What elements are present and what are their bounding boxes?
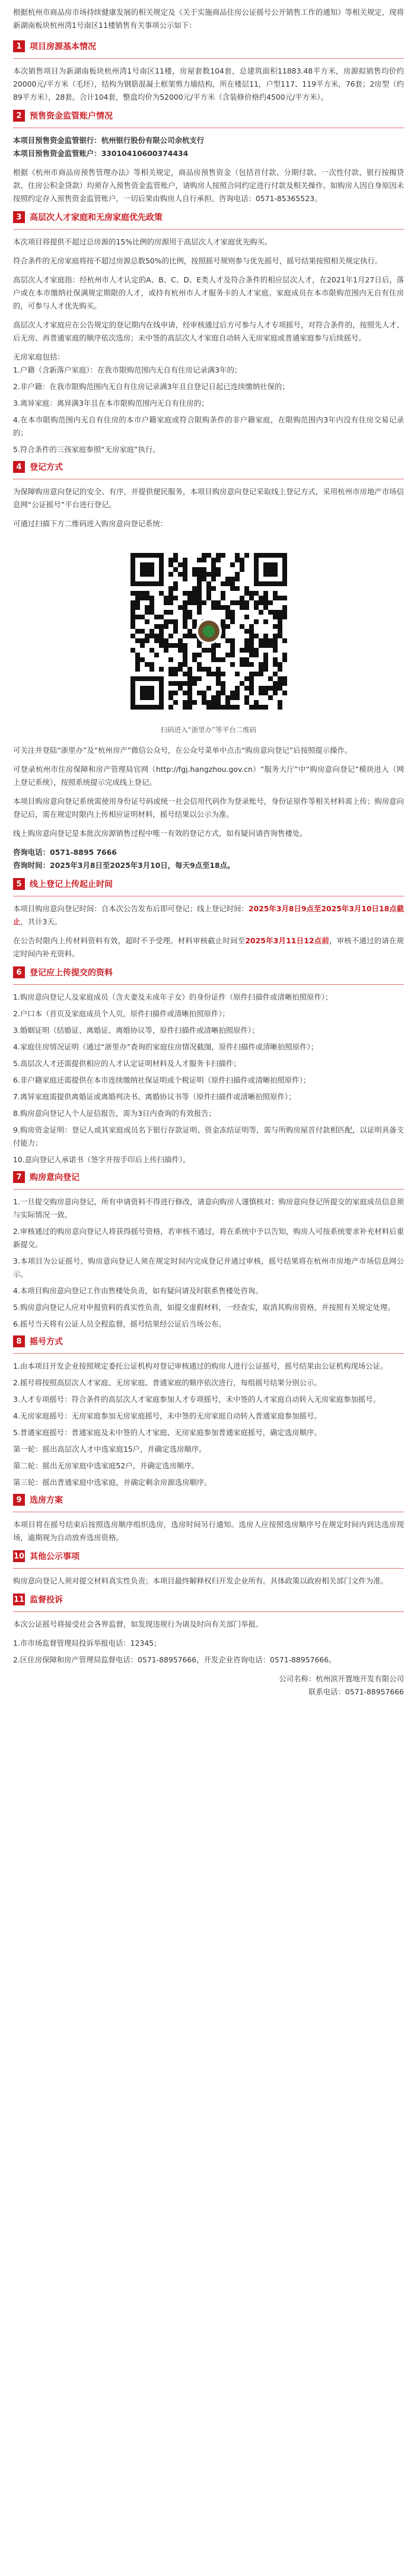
section-number-badge: 11 bbox=[13, 1594, 25, 1605]
phone-label: 咨询电话： bbox=[13, 848, 50, 857]
section-title: 高层次人才家庭和无房家庭优先政策 bbox=[30, 213, 163, 222]
section-title: 摇号方式 bbox=[30, 1337, 63, 1347]
section-1-header bbox=[13, 40, 404, 52]
list-item: 3.本项目为公证摇号，购房意向登记人须在规定时间内完成登记并通过审核，摇号结果将在杭州市房地产市场信息网公示。 bbox=[13, 1257, 404, 1279]
section-number-badge: 3 bbox=[13, 211, 25, 223]
section-4-p1: 为保障购房意向登记的安全、有序，并提供便民服务，本项目购房意向登记采取线上登记方式，采用杭州市房地产市场信息网“公证摇号”平台进行登记。 bbox=[13, 487, 404, 509]
company-phone[interactable]: 联系电话：0571-88957666 bbox=[308, 1687, 404, 1696]
list-item: 1.户籍（含新落户家庭）：在我市限购范围内无自有住房记录满3年的； bbox=[13, 365, 242, 374]
bank-label: 本项目预售资金监管银行： bbox=[13, 136, 101, 145]
section-divider bbox=[13, 1568, 404, 1569]
consult-time-line bbox=[13, 859, 404, 872]
section-7-header bbox=[13, 1171, 404, 1183]
phone-number[interactable]: 0571-8895 7666 bbox=[49, 848, 117, 857]
section-title: 登记方式 bbox=[30, 463, 63, 472]
list-item: 8.购房意向登记人个人征信报告，需为3日内查询的有效报告； bbox=[13, 1109, 216, 1118]
section-5-p2 bbox=[13, 934, 404, 961]
section-title: 登记应上传提交的资料 bbox=[30, 968, 113, 978]
section-title: 线上登记上传起止时间 bbox=[30, 880, 113, 889]
section-8-header bbox=[13, 1335, 404, 1347]
section-11-header bbox=[13, 1594, 404, 1605]
section-4-p2: 可通过扫描下方二维码进入购房意向登记系统： bbox=[13, 519, 168, 528]
section-number-badge: 1 bbox=[13, 40, 25, 52]
section-10-body: 购房意向登记人须对提交材料真实性负责；本项目最终解释权归开发企业所有。具体政策以政府相关部门文件为准。 bbox=[13, 1576, 388, 1585]
section-3-p2: 符合条件的无房家庭将按不超过房源总数50%的比例，按照摇号规则参与优先摇号，摇号结果按照相关规定执行。 bbox=[13, 256, 383, 265]
section-3-p3: 高层次人才家庭指：经杭州市人才认定的A、B、C、D、E类人才及符合条件的相应层次人才，在2021年1月27日后，落户或在本市缴纳社保满规定期限的人才，或持有杭州市人才服务卡的人才家庭。家庭成员在本市限购范围内无自有住房的，可参与人才优先购买。 bbox=[13, 275, 404, 310]
supervision-bank-line bbox=[13, 134, 404, 147]
list-item: 4.无房家庭摇号：无房家庭参加无房家庭摇号，未中签的无房家庭自动转入普通家庭参加摇号。 bbox=[13, 1411, 321, 1420]
section-3-p1: 本次项目将提供不超过总房源的15%比例的房源用于高层次人才家庭优先购买。 bbox=[13, 237, 272, 246]
list-item: 1.市市场监督管理局投诉举报电话：12345； bbox=[13, 1639, 161, 1648]
section-4-p3: 可关注并登陆“浙里办”及“杭州房产”微信公众号，在公众号菜单中点击“购房意向登记”后按照提示操作。 bbox=[13, 746, 352, 755]
list-item: 3.婚姻证明（结婚证、离婚证、离婚协议等，原件扫描件或清晰拍照原件）； bbox=[13, 1026, 259, 1035]
section-number-badge: 7 bbox=[13, 1171, 25, 1183]
text-segment: 在公告时限内上传材料资料有效，超时不予受理。材料审核截止时间至 bbox=[13, 936, 246, 945]
list-item: 5.购房意向登记人应对申报资料的真实性负责，如提交虚假材料，一经查实，取消其购房资格，并按照有关规定处理。 bbox=[13, 1303, 395, 1312]
list-item: 10.意向登记人承诺书（签字并按手印后上传扫描件）。 bbox=[13, 1155, 190, 1164]
section-6-header bbox=[13, 966, 404, 978]
round-3-line: 第三轮：摇出普通家庭中选家庭，并确定剩余房源选房顺序。 bbox=[13, 1478, 212, 1487]
list-item: 1.由本项目开发企业按照规定委托公证机构对登记审核通过的购房人进行公证摇号，摇号结果由公证机构现场公证。 bbox=[13, 1362, 388, 1370]
list-item: 2.非户籍：在我市限购范围内无自有住房记录满3年且自登记日起已连续缴纳社保的； bbox=[13, 382, 289, 391]
list-item: 4.在本市限购范围内无自有住房的本市户籍家庭或符合限购条件的非户籍家庭，在限购范围内3年内没有住房交易记录的； bbox=[13, 415, 404, 437]
intro-paragraph: 根据杭州市商品房市场持续健康发展的相关规定及《关于实施商品住房公证摇号公开销售工作的通知》等相关规定，现将新湖南板块杭州湾1号南区11楼销售有关事项公示如下： bbox=[13, 8, 404, 30]
list-item: 4.本项目购房意向登记工作由售楼处负责，如有疑问请及时联系售楼处咨询。 bbox=[13, 1286, 263, 1295]
section-3-p5: 无房家庭包括： bbox=[13, 352, 65, 361]
section-9-header bbox=[13, 1494, 404, 1506]
section-number-badge: 5 bbox=[13, 878, 25, 890]
list-item: 1.一旦提交购房意向登记，所有申请资料不得进行修改，请意向购房人谨慎核对；购房意向登记所提交的家庭成员信息须与实际情况一致。 bbox=[13, 1197, 404, 1219]
round-1-line: 第一轮：摇出高层次人才中选家庭15户，并确定选房顺序。 bbox=[13, 1445, 206, 1454]
section-3-header bbox=[13, 211, 404, 223]
supervision-account-line bbox=[13, 147, 404, 160]
section-2-body: 根据《杭州市商品房预售管理办法》等相关规定，商品房预售资金（包括首付款、分期付款、一次性付款、银行按揭贷款、住房公积金贷款）均须存入预售资金监管账户，请购房人按照合同约定进行付款及相关操作。如购房人因自身原因未按照约定存入预售资金监管账户，一切后果由购房人自行承担。咨询电话：0571-85365523。 bbox=[13, 168, 404, 203]
text-segment: ，审核不通过的请在规定时间内补充资料。 bbox=[13, 936, 405, 958]
text-segment: ，共计3天。 bbox=[20, 917, 62, 926]
qr-code-icon bbox=[119, 541, 299, 721]
section-number-badge: 2 bbox=[13, 110, 25, 122]
section-4-header bbox=[13, 461, 404, 473]
list-item: 7.离异家庭需提供离婚证或离婚判决书、离婚协议书等（原件扫描件或清晰拍照原件）； bbox=[13, 1092, 296, 1101]
section-number-badge: 10 bbox=[13, 1550, 25, 1562]
section-number-badge: 4 bbox=[13, 461, 25, 473]
list-item: 5.普通家庭摇号：普通家庭及未中签的人才家庭、无房家庭参加普通家庭摇号，确定选房顺序。 bbox=[13, 1428, 321, 1437]
list-item: 2.审核通过的购房意向登记人将获得摇号资格，若审核不通过，将在系统中予以告知，购房人可按系统要求补充材料后重新提交。 bbox=[13, 1227, 404, 1249]
qr-code-image[interactable] bbox=[119, 541, 299, 721]
section-number-badge: 6 bbox=[13, 966, 25, 978]
section-divider bbox=[13, 984, 404, 985]
section-title: 选房方案 bbox=[30, 1496, 63, 1505]
signature-block bbox=[13, 1672, 404, 1699]
section-9-body: 本项目将在摇号结束后按照选房顺序组织选房，选房时间另行通知。选房人应按照选房顺序号在规定时间内到达选房现场，逾期视为自动放弃选房资格。 bbox=[13, 1520, 404, 1542]
consult-phone-line bbox=[13, 846, 404, 859]
section-number-badge: 8 bbox=[13, 1335, 25, 1347]
list-item: 9.购房资金证明：登记人或其家庭成员名下银行存款证明、资金冻结证明等，需与所购房屋首付款相匹配，以证明具备支付能力； bbox=[13, 1125, 404, 1147]
section-divider bbox=[13, 58, 404, 59]
list-item: 3.人才专项摇号：符合条件的高层次人才家庭参加人才专项摇号，未中签的人才家庭自动转入无房家庭参加摇号。 bbox=[13, 1395, 380, 1404]
highlighted-date: 2025年3月8日9点至2025年3月10日18点截止 bbox=[13, 904, 404, 926]
time-value: 2025年3月8日至2025年3月10日，每天9点至18点。 bbox=[49, 861, 235, 870]
list-item: 4.家庭住房情况证明（通过“浙里办”查询的家庭住房情况截图，原件扫描件或清晰拍照原件）； bbox=[13, 1042, 319, 1051]
highlighted-date: 2025年3月11日12点前 bbox=[245, 936, 330, 945]
section-title: 项目房源基本情况 bbox=[30, 42, 96, 52]
list-item: 2.区住房保障和房产管理局监督电话：0571-88957666，开发企业咨询电话：0571-88957666。 bbox=[13, 1655, 336, 1664]
time-label: 咨询时间： bbox=[13, 861, 50, 870]
bank-name: 杭州银行股份有限公司余杭支行 bbox=[101, 136, 205, 145]
list-item: 6.非户籍家庭还需提供在本市连续缴纳社保证明或个税证明（原件扫描件或清晰拍照原件）； bbox=[13, 1076, 311, 1085]
qr-caption: 扫码进入“浙里办”等平台二维码 bbox=[160, 726, 257, 734]
section-divider bbox=[13, 1189, 404, 1190]
section-title: 监督投诉 bbox=[30, 1595, 63, 1605]
list-item: 6.摇号当天将有公证人员全程监督，摇号结果经公证后当场公布。 bbox=[13, 1319, 226, 1328]
list-item: 1.购房意向登记人及家庭成员（含夫妻及未成年子女）的身份证件（原件扫描件或清晰拍照原件）； bbox=[13, 993, 333, 1001]
section-divider bbox=[13, 1611, 404, 1612]
section-5-header bbox=[13, 878, 404, 890]
section-1-body: 本次销售项目为新湖南板块杭州湾1号南区11楼，房屋套数104套，总建筑面积11883.48平方米，房源拟销售均价约20000元/平方米（毛坯），结构为钢筋混凝土框架剪力墙结构，所在楼层11，户型117、119平方米，76套；2房型（约89平方米），28套。合计104套，整盘均价为52000元/平方米（含装修价格约4500元/平方米）。 bbox=[13, 66, 404, 101]
list-item: 2.户口本（首页及家庭成员个人页，原件扫描件或清晰拍照原件）； bbox=[13, 1009, 230, 1018]
section-5-p1 bbox=[13, 902, 404, 928]
list-item: 5.符合条件的三孩家庭参照“无房家庭”执行。 bbox=[13, 445, 160, 454]
section-4-p5: 本项目购房意向登记系统需使用身份证号码或统一社会信用代码作为登录账号，身份证原件等相关材料需上传；购房意向登记后，需在规定时限内上传相应证明材料，摇号结果以公示为准。 bbox=[13, 797, 404, 819]
section-title: 预售资金监管账户情况 bbox=[30, 112, 113, 121]
list-item: 2.摇号将按照高层次人才家庭、无房家庭、普通家庭的顺序依次进行，每组摇号结果分别公示。 bbox=[13, 1378, 321, 1387]
section-divider bbox=[13, 1353, 404, 1354]
list-item: 3.离异家庭：离异满3年且在本市限购范围内无自有住房的； bbox=[13, 399, 209, 408]
text-segment: 本项目购房意向登记时间：自本次公告发布后即可登记；线上登记时间： bbox=[13, 904, 249, 913]
section-title: 其他公示事项 bbox=[30, 1552, 79, 1561]
section-title: 购房意向登记 bbox=[30, 1173, 79, 1182]
section-11-p1: 本次公证摇号将接受社会各界监督，如发现违规行为请及时向有关部门举报。 bbox=[13, 1620, 263, 1629]
company-name: 公司名称：杭州滨开置地开发有限公司 bbox=[279, 1674, 404, 1683]
section-2-header bbox=[13, 110, 404, 122]
round-2-line: 第二轮：摇出无房家庭中选家庭52户，并确定选房顺序。 bbox=[13, 1461, 199, 1470]
section-divider bbox=[13, 229, 404, 230]
account-number: 33010410600374434 bbox=[101, 149, 189, 158]
section-10-header bbox=[13, 1550, 404, 1562]
account-label: 本项目预售资金监管账户： bbox=[13, 149, 101, 158]
section-number-badge: 9 bbox=[13, 1494, 25, 1506]
section-4-p6: 线上购房意向登记是本批次房源销售过程中唯一有效的登记方式，如有疑问请咨询售楼处。 bbox=[13, 829, 307, 838]
section-4-p4: 可登录杭州市住房保障和房产管理局官网（http://fgj.hangzhou.gov.cn）“服务大厅”中“购房意向登记”模块进入（网上登记系统），按照系统提示完成线上登记。 bbox=[13, 765, 404, 787]
section-3-p4: 高层次人才家庭应在公告规定的登记期内在线申请，经审核通过后方可参与人才专项摇号，对符合条件的，按照先人才、后无房、再普通家庭的顺序依次选房；未中签的高层次人才家庭自动转入无房家庭或普通家庭参与后续摇号。 bbox=[13, 320, 404, 342]
list-item: 5.高层次人才还需提供相应的人才认定证明材料及人才服务卡扫描件； bbox=[13, 1059, 241, 1068]
